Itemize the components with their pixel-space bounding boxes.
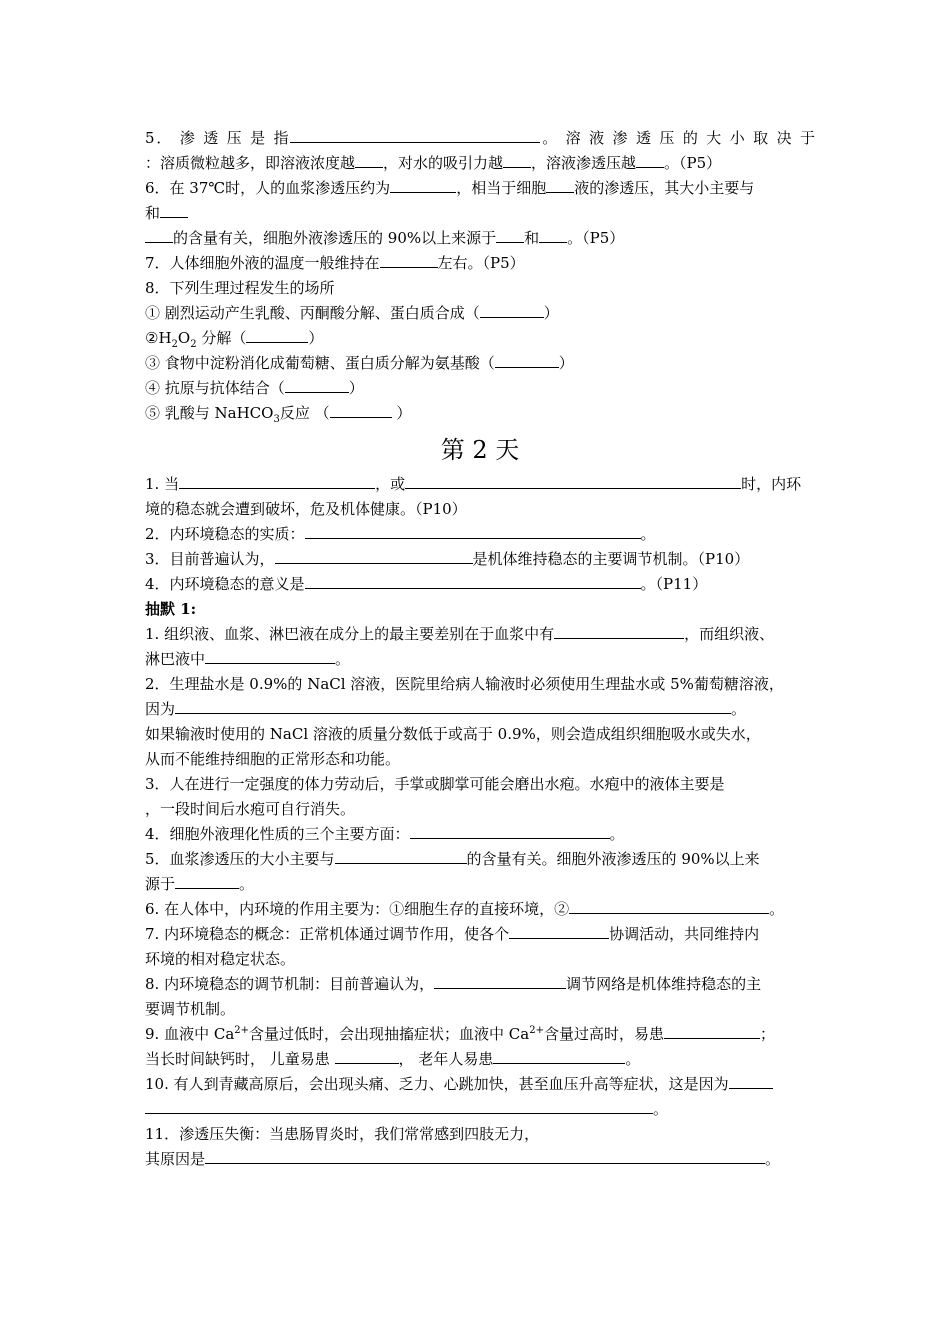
blank[interactable]	[496, 227, 524, 243]
blank[interactable]	[246, 327, 308, 343]
dict-q8-line2	[145, 997, 815, 1022]
text: ④ 抗原与抗体结合（	[145, 379, 285, 397]
text: 的含量有关。细胞外液渗透压的 90%以上来	[466, 850, 760, 868]
day2-q4	[145, 572, 815, 597]
q5-line2	[145, 151, 815, 176]
text: 其原因是	[145, 1150, 206, 1168]
text: ，相当于细胞	[456, 179, 547, 197]
blank[interactable]	[729, 1073, 773, 1089]
text: ⑤ 乳酸与 NaHCO	[145, 404, 274, 422]
day2-title: 第 2 天	[440, 436, 520, 464]
text: 8．下列生理过程发生的场所	[145, 279, 335, 297]
dict-q2-line1	[145, 672, 815, 697]
text: 分解（	[196, 329, 247, 347]
text: 源于	[145, 875, 176, 893]
q8-item5	[145, 401, 815, 426]
q8-item3	[145, 351, 815, 376]
text: 。	[239, 875, 255, 893]
text: ，溶液渗透压越	[531, 154, 637, 172]
blank[interactable]	[434, 973, 566, 989]
text: ：溶质微粒越多，即溶液浓度越	[145, 154, 356, 172]
text: 2．生理盐水是 0.9%的 NaCl 溶液，医院里给病人输液时必须使用生理盐水或 5%葡萄糖溶液，	[145, 675, 784, 693]
text: 5． 渗 透 压 是 指	[145, 129, 291, 147]
blank[interactable]	[275, 548, 473, 564]
blank[interactable]	[546, 177, 574, 193]
blank[interactable]	[179, 473, 375, 489]
text: 。 溶 液 渗 透 压 的 大 小 取 决 于	[540, 129, 816, 147]
text: 3．目前普遍认为，	[145, 550, 275, 568]
dict-q10-line1	[145, 1072, 815, 1097]
text: ，而组织液、	[684, 625, 775, 643]
blank[interactable]	[539, 227, 567, 243]
text: 6. 在人体中，内环境的作用主要为：①细胞生存的直接环境，②	[145, 900, 570, 918]
text: 含量过低时，会出现抽搐症状；血液中 Ca	[249, 1025, 530, 1043]
blank[interactable]	[636, 152, 664, 168]
blank[interactable]	[335, 1048, 399, 1064]
dict-q10-line2	[145, 1097, 815, 1122]
subscript: 3	[273, 414, 280, 425]
text: 1. 组织液、血浆、淋巴液在成分上的最主要差别在于血浆中有	[145, 625, 555, 643]
text: 因为	[145, 700, 176, 718]
dict-q8-line1	[145, 972, 815, 997]
dict-q9-line2	[145, 1047, 815, 1072]
text: 。（P11）	[640, 575, 708, 593]
dictation-heading: 抽默 1:	[145, 600, 197, 618]
text: 左右。（P5）	[437, 254, 525, 272]
text: ，对水的吸引力越	[383, 154, 504, 172]
blank[interactable]	[335, 848, 467, 864]
text: O	[177, 329, 191, 347]
subscript: 2	[190, 339, 197, 350]
text: 如果输液时使用的 NaCl 溶液的质量分数低于或高于 0.9%，则会造成组织细胞吸水或失水，	[145, 725, 761, 743]
day2-q1-line2	[145, 497, 815, 522]
text: 调节网络是机体维持稳态的主	[566, 975, 762, 993]
dict-q1-line1	[145, 622, 815, 647]
text: 液的渗透压，其大小主要与	[574, 179, 755, 197]
text: 11．渗透压失衡：当患肠胃炎时，我们常常感到四肢无力，	[145, 1125, 540, 1143]
dict-q9-line1	[145, 1022, 815, 1047]
text: 。	[640, 525, 656, 543]
blank[interactable]	[175, 873, 239, 889]
text: 6．在 37℃时，人的血浆渗透压约为	[145, 179, 391, 197]
text: ， 老年人易患	[398, 1050, 494, 1068]
text: 。	[765, 1150, 781, 1168]
text: ②H	[145, 329, 172, 347]
blank[interactable]	[664, 1023, 760, 1039]
text: 从而不能维持细胞的正常形态和功能。	[145, 750, 401, 768]
text: 。	[769, 900, 785, 918]
text: ）	[348, 379, 364, 397]
text: 8. 内环境稳态的调节机制：目前普遍认为，	[145, 975, 435, 993]
superscript: 2+	[234, 1025, 250, 1036]
dict-q2-line3	[145, 722, 815, 747]
blank[interactable]	[305, 523, 641, 539]
q6-line1	[145, 176, 815, 201]
text: 时，内环	[741, 475, 802, 493]
text: 含量过高时，易患	[543, 1025, 664, 1043]
text: ）	[391, 404, 412, 422]
text: ，或	[375, 475, 406, 493]
document-content	[145, 126, 815, 1172]
text: ③ 食物中淀粉消化成葡萄糖、蛋白质分解为氨基酸（	[145, 354, 495, 372]
day2-q3	[145, 547, 815, 572]
text: 7．人体细胞外液的温度一般维持在	[145, 254, 380, 272]
blank[interactable]	[410, 823, 610, 839]
blank[interactable]	[145, 227, 173, 243]
blank[interactable]	[509, 923, 609, 939]
blank[interactable]	[355, 152, 383, 168]
dict-q2-line4	[145, 747, 815, 772]
q8-item2	[145, 326, 815, 351]
text: 。	[335, 650, 351, 668]
blank[interactable]	[480, 302, 544, 318]
text: 和	[524, 229, 540, 247]
dict-q1-line2	[145, 647, 815, 672]
dict-q7-line2	[145, 947, 815, 972]
text: 。	[609, 825, 625, 843]
text: 。	[625, 1050, 641, 1068]
text: 反应 （	[279, 404, 330, 422]
subscript: 2	[171, 339, 178, 350]
text: 9. 血液中 Ca	[145, 1025, 235, 1043]
text: ）	[558, 354, 574, 372]
blank[interactable]	[569, 898, 769, 914]
dict-q4	[145, 822, 815, 847]
blank[interactable]	[145, 1098, 653, 1114]
q6-line2	[145, 201, 815, 226]
blank[interactable]	[380, 252, 438, 268]
text: 淋巴液中	[145, 650, 206, 668]
text: ）	[543, 304, 559, 322]
text: 7. 内环境稳态的概念：正常机体通过调节作用，使各个	[145, 925, 510, 943]
q8-line	[145, 276, 815, 301]
text: 当长时间缺钙时， 儿童易患	[145, 1050, 335, 1068]
text: 2．内环境稳态的实质：	[145, 525, 305, 543]
blank[interactable]	[405, 473, 741, 489]
day2-q1-line1	[145, 472, 815, 497]
text: 1. 当	[145, 475, 180, 493]
dict-q3-line2	[145, 797, 815, 822]
text: 3．人在进行一定强度的体力劳动后，手掌或脚掌可能会磨出水疱。水疱中的液体主要是	[145, 775, 725, 793]
superscript: 2+	[529, 1025, 544, 1036]
text: 境的稳态就会遭到破坏，危及机体健康。（P10）	[145, 500, 467, 518]
text: ；	[760, 1025, 776, 1043]
dict-q11-line2	[145, 1147, 815, 1172]
text: 4．细胞外液理化性质的三个主要方面：	[145, 825, 410, 843]
dict-q5-line2	[145, 872, 815, 897]
blank[interactable]	[390, 177, 456, 193]
blank[interactable]	[175, 698, 731, 714]
text: 5．血浆渗透压的大小主要与	[145, 850, 335, 868]
text: ）	[308, 329, 324, 347]
text: 和	[145, 204, 161, 222]
q8-item4	[145, 376, 815, 401]
text: 。	[731, 700, 747, 718]
text: 环境的相对稳定状态。	[145, 950, 296, 968]
blank[interactable]	[285, 377, 349, 393]
blank[interactable]	[305, 573, 641, 589]
text: 10. 有人到青藏高原后，会出现头痛、乏力、心跳加快，甚至血压升高等症状，这是因为	[145, 1075, 729, 1093]
q7-line	[145, 251, 815, 276]
blank[interactable]	[160, 202, 188, 218]
text: 的含量有关，细胞外液渗透压的 90%以上来源于	[173, 229, 497, 247]
blank[interactable]	[554, 623, 684, 639]
day2-q2	[145, 522, 815, 547]
dict-q6	[145, 897, 815, 922]
dict-q3-line1	[145, 772, 815, 797]
q8-item1	[145, 301, 815, 326]
text: 。	[653, 1100, 669, 1118]
dict-q2-line2	[145, 697, 815, 722]
blank[interactable]	[330, 402, 392, 418]
q5-line1	[145, 126, 815, 151]
text: ，一段时间后水疱可自行消失。	[145, 800, 356, 818]
text: 4．内环境稳态的意义是	[145, 575, 305, 593]
blank[interactable]	[493, 1048, 625, 1064]
blank[interactable]	[290, 127, 540, 143]
text: 要调节机制。	[145, 1000, 236, 1018]
blank[interactable]	[503, 152, 531, 168]
text: ① 剧烈运动产生乳酸、丙酮酸分解、蛋白质合成（	[145, 304, 480, 322]
text: 。（P5）	[664, 154, 722, 172]
text: 协调活动，共同维持内	[609, 925, 760, 943]
q6-line3	[145, 226, 815, 251]
text: 。（P5）	[567, 229, 625, 247]
blank[interactable]	[205, 648, 335, 664]
dict-q5-line1	[145, 847, 815, 872]
blank[interactable]	[495, 352, 559, 368]
dict-q7-line1	[145, 922, 815, 947]
blank[interactable]	[205, 1148, 765, 1164]
text: 是机体维持稳态的主要调节机制。（P10）	[472, 550, 750, 568]
dict-q11-line1	[145, 1122, 815, 1147]
